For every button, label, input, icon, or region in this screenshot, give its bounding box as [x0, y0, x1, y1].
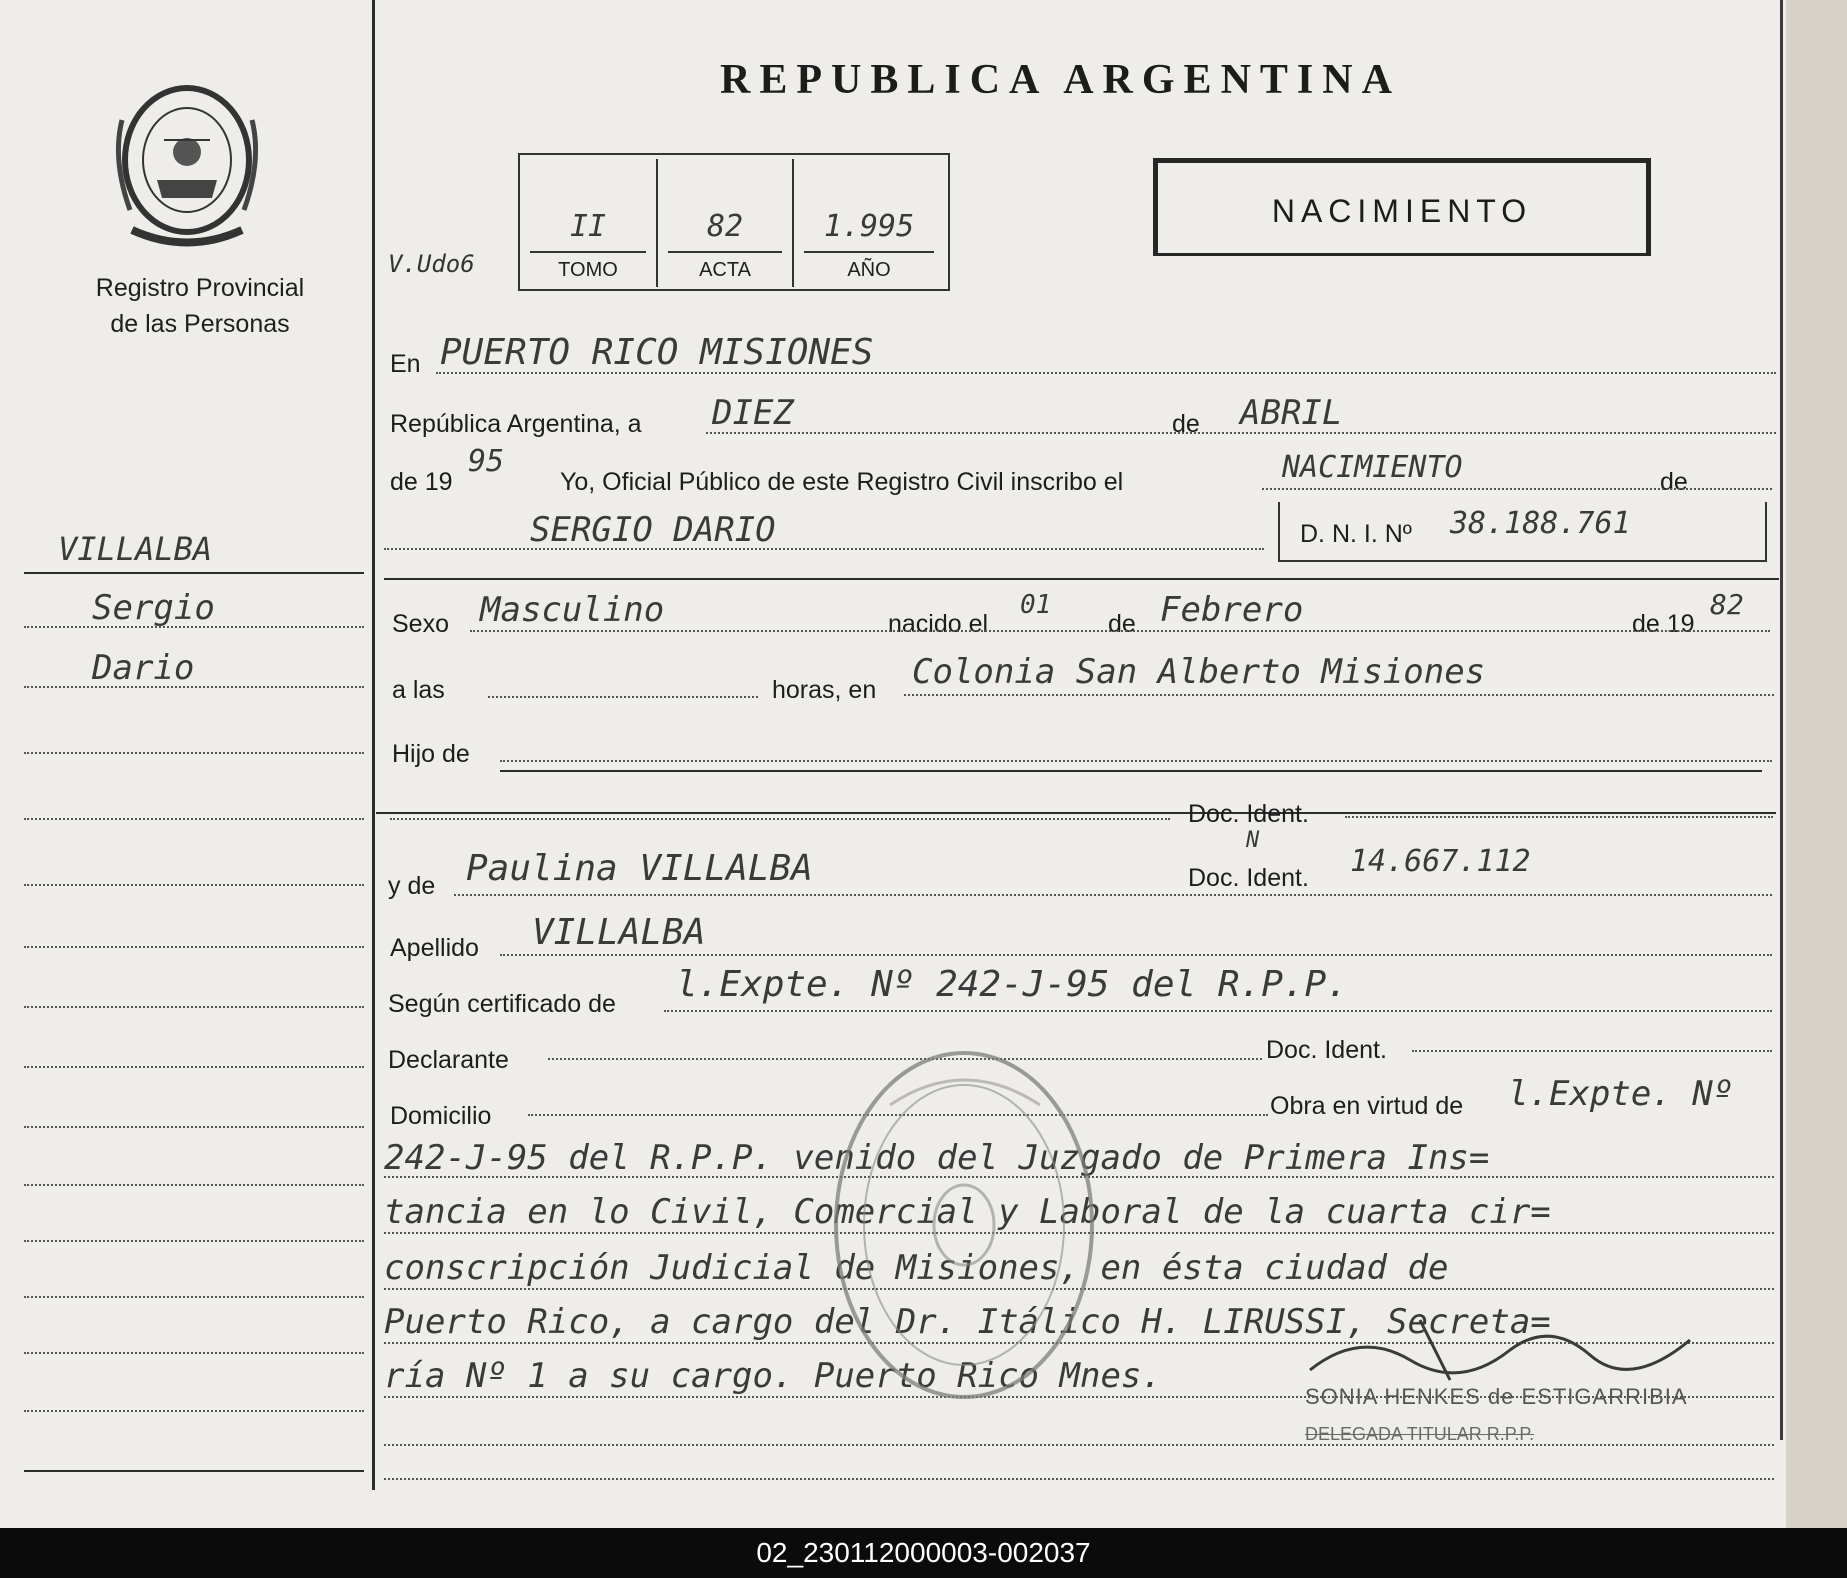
- anio-cell: [794, 159, 944, 287]
- narrative-line-3: conscripción Judicial de Misiones, en ésta ciudad de: [384, 1248, 1449, 1288]
- narrative-line-2: tancia en lo Civil, Comercial y Laboral de la cuarta cir=: [384, 1192, 1551, 1232]
- month-value: ABRIL: [1240, 393, 1343, 433]
- declarante-doc-line: [1412, 1050, 1772, 1052]
- act-line: [1262, 488, 1772, 490]
- margin-dotline: [24, 1296, 364, 1298]
- official-stamp-icon: [830, 1045, 1098, 1405]
- act-value: NACIMIENTO: [1282, 450, 1463, 485]
- page-edge-shadow: [1786, 0, 1847, 1528]
- margin-surname-rule: [24, 572, 364, 574]
- place-value: PUERTO RICO MISIONES: [440, 332, 874, 373]
- registry-name-line1: Registro Provincial: [95, 274, 305, 302]
- apellido-label: Apellido: [390, 934, 479, 962]
- page-right-border: [1780, 0, 1783, 1440]
- acta-cell: [658, 159, 794, 287]
- margin-dotline: [24, 884, 364, 886]
- republica-label: República Argentina, a: [390, 410, 642, 438]
- declarante-doc-label: Doc. Ident.: [1266, 1036, 1387, 1064]
- narrative-line-5: ría Nº 1 a su cargo. Puerto Rico Mnes.: [384, 1356, 1162, 1396]
- registry-name: [60, 270, 340, 342]
- margin-dotline: [24, 818, 364, 820]
- father-doc-label: Doc. Ident.: [1188, 800, 1309, 828]
- child-name-value: SERGIO DARIO: [530, 510, 776, 550]
- hijo-label: Hijo de: [392, 740, 470, 768]
- birth-year-suffix-value: 82: [1710, 588, 1744, 621]
- record-type: NACIMIENTO: [1271, 193, 1533, 229]
- margin-dotline: [24, 1352, 364, 1354]
- apellido-line: [500, 954, 1772, 956]
- margin-dotline: [24, 946, 364, 948]
- obra-label: Obra en virtud de: [1270, 1092, 1464, 1120]
- tomo-label: TOMO: [530, 251, 646, 282]
- section-divider: [384, 578, 1779, 580]
- mother-value: Paulina VILLALBA: [466, 848, 813, 889]
- reference-table: [518, 153, 950, 291]
- a-las-label: a las: [392, 676, 445, 704]
- file-id-footer: 02_230112000003-002037: [756, 1537, 1091, 1568]
- birth-place-line: [904, 694, 1774, 696]
- narrative-line-4: Puerto Rico, a cargo del Dr. Itálico H. LIRUSSI, Secreta=: [384, 1302, 1551, 1342]
- country-heading: REPUBLICA ARGENTINA: [720, 57, 1401, 103]
- mother-doc-label: Doc. Ident.: [1188, 864, 1309, 892]
- mother-doc-value: 14.667.112: [1350, 844, 1531, 879]
- certificate-value: l.Expte. Nº 242-J-95 del R.P.P.: [676, 964, 1348, 1005]
- margin-dotline: [24, 1410, 364, 1412]
- apellido-value: VILLALBA: [532, 912, 706, 953]
- section-divider-2: [376, 812, 1776, 814]
- place-line: [436, 372, 1776, 374]
- father-doc-line: [390, 818, 1170, 820]
- narrative-line-1: 242-J-95 del R.P.P. venido del Juzgado de Primera Ins=: [384, 1138, 1490, 1178]
- dni-label: D. N. I. Nº: [1300, 520, 1412, 548]
- margin-surname: VILLALBA: [58, 530, 213, 568]
- en-label: En: [390, 350, 421, 378]
- obra-value: l.Expte. Nº: [1508, 1074, 1734, 1114]
- signature-scribble-icon: [1300, 1310, 1700, 1390]
- margin-dotline: [24, 1126, 364, 1128]
- anio-label: AÑO: [804, 251, 934, 282]
- margin-dotline: [24, 626, 364, 628]
- margin-dotline: [24, 752, 364, 754]
- birth-day-value: 01: [1020, 590, 1052, 620]
- date-line: [706, 432, 1776, 434]
- sex-value: Masculino: [480, 590, 665, 630]
- narrative-rule: [384, 1478, 1774, 1480]
- nacido-label: nacido el: [888, 610, 989, 638]
- year-prefix-label: de 19: [390, 468, 453, 496]
- y-de-label: y de: [388, 872, 436, 900]
- declarante-label: Declarante: [388, 1046, 509, 1074]
- yo-label: Yo, Oficial Público de este Registro Civil inscribo el: [560, 468, 1124, 496]
- de-label: de: [1172, 410, 1200, 438]
- child-name-line: [384, 548, 1264, 550]
- father-line: [500, 760, 1772, 762]
- margin-middle-name: Dario: [92, 648, 195, 688]
- sex-line: [470, 630, 1770, 632]
- margin-first-name: Sergio: [92, 588, 215, 628]
- father-doc-value-line: [1345, 816, 1773, 818]
- birth-year-prefix-label: de 19: [1632, 610, 1695, 638]
- signature-title: DELEGADA TITULAR R.P.P.: [1305, 1424, 1535, 1444]
- birth-place-value: Colonia San Alberto Misiones: [912, 652, 1486, 692]
- provincial-seal-icon: [112, 80, 262, 250]
- mother-doc-n-mark: N: [1246, 828, 1260, 853]
- margin-dotline: [24, 1006, 364, 1008]
- day-value: DIEZ: [712, 393, 794, 433]
- margin-bottom-rule: [24, 1470, 364, 1472]
- margin-dotline: [24, 1240, 364, 1242]
- signature-name: SONIA HENKES de ESTIGARRIBIA: [1305, 1384, 1688, 1409]
- record-type-box: [1153, 158, 1651, 256]
- domicilio-label: Domicilio: [390, 1102, 492, 1130]
- margin-dotline: [24, 1184, 364, 1186]
- birth-month-value: Febrero: [1160, 590, 1304, 630]
- mother-line: [454, 894, 1772, 896]
- tomo-value: II: [569, 209, 607, 244]
- certificate-line: [664, 1010, 1772, 1012]
- margin-dotline: [24, 686, 364, 688]
- father-underline: [500, 770, 1762, 772]
- tomo-cell: [520, 159, 658, 287]
- horas-label: horas, en: [772, 676, 877, 704]
- narrative-rule: [384, 1444, 1774, 1446]
- side-note: V.Udo6: [388, 250, 475, 278]
- anio-value: 1.995: [823, 209, 915, 244]
- registry-name-line2: de las Personas: [110, 310, 290, 338]
- margin-dotline: [24, 1066, 364, 1068]
- dni-box: [1278, 502, 1767, 562]
- acta-label: ACTA: [668, 251, 782, 282]
- dni-value: 38.188.761: [1450, 506, 1631, 541]
- year-suffix-value: 95: [468, 444, 505, 479]
- hours-line: [488, 696, 758, 698]
- segun-label: Según certificado de: [388, 990, 616, 1018]
- de-label-3: de: [1108, 610, 1136, 638]
- de-label-2: de: [1660, 468, 1688, 496]
- acta-value: 82: [706, 209, 744, 244]
- sexo-label: Sexo: [392, 610, 449, 638]
